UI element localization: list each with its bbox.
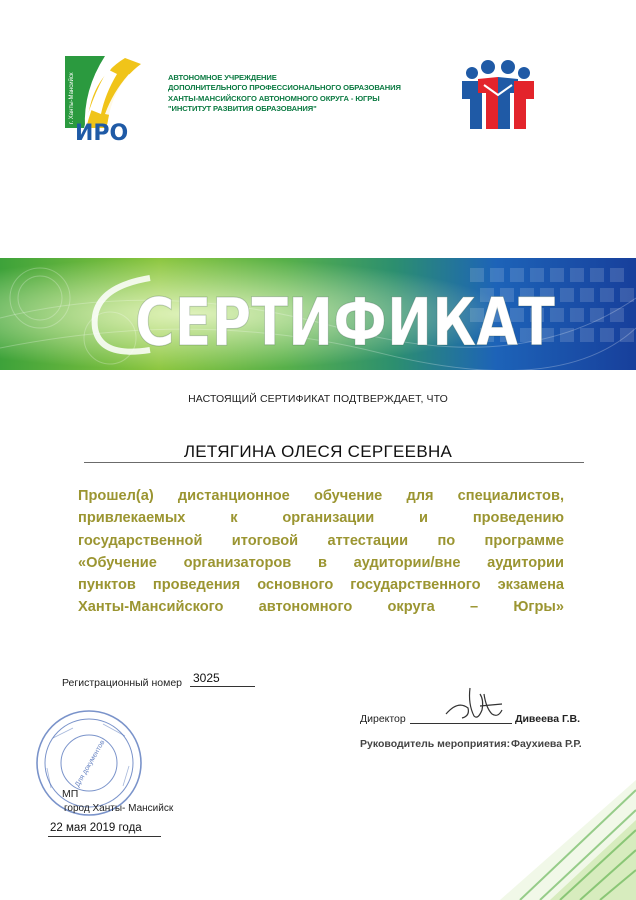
course-description	[78, 485, 564, 619]
director-signature-line	[410, 723, 512, 724]
registration-number: 3025	[190, 671, 255, 687]
name-underline	[84, 462, 584, 463]
iro-logo	[55, 50, 163, 142]
org-line: АВТОНОМНОЕ УЧРЕЖДЕНИЕ	[168, 73, 277, 82]
description-line	[78, 552, 564, 574]
date-underline	[48, 836, 161, 837]
director-signature	[440, 680, 510, 725]
issue-city: город Ханты- Мансийск	[64, 803, 174, 814]
description-line-text: «Обучение организаторов в аудитории/вне аудитории	[78, 554, 564, 571]
registration-label: Регистрационный номер	[62, 677, 182, 689]
certificate-banner	[0, 258, 636, 370]
org-line: ДОПОЛНИТЕЛЬНОГО ПРОФЕССИОНАЛЬНОГО ОБРАЗОВАНИЯ	[168, 83, 401, 93]
stamp-text: Для документов	[74, 739, 107, 789]
exam-emblem-icon	[458, 55, 538, 133]
director-label: Директор	[360, 713, 406, 725]
org-line: ХАНТЫ-МАНСИЙСКОГО АВТОНОМНОГО ОКРУГА - ЮГРЫ	[168, 93, 380, 103]
description-line	[78, 507, 564, 529]
description-line-text: государственной итоговой аттестации по программе	[78, 532, 564, 549]
logo-city: г. Ханты-Мансийск	[69, 72, 75, 124]
description-line-text: пунктов проведения основного государственного экзамена	[78, 577, 564, 594]
org-name-block	[168, 73, 408, 114]
certificate-title: СЕРТИФИКАТ	[135, 284, 555, 361]
seal-place-label: МП	[62, 788, 79, 800]
description-line	[78, 596, 564, 618]
description-line-text: Ханты-Мансийского автономного округа – Югры»	[78, 599, 564, 616]
decorative-corner	[480, 780, 636, 900]
official-stamp	[33, 708, 145, 818]
confirm-text: НАСТОЯЩИЙ СЕРТИФИКАТ ПОДТВЕРЖДАЕТ, ЧТО	[188, 393, 448, 405]
description-line-text: Прошел(а) дистанционное обучение для специалистов,	[78, 488, 564, 504]
description-line	[78, 574, 564, 596]
description-line	[78, 530, 564, 552]
org-line: "ИНСТИТУТ РАЗВИТИЯ ОБРАЗОВАНИЯ"	[168, 103, 317, 113]
recipient-name: ЛЕТЯГИНА ОЛЕСЯ СЕРГЕЕВНА	[183, 442, 453, 461]
issue-date: 22 мая 2019 года	[50, 822, 142, 834]
event-head-label: Руководитель мероприятия:	[360, 738, 511, 750]
description-line-text: привлекаемых к организации и проведению	[78, 510, 564, 527]
logo-text: ИРО	[75, 121, 129, 142]
director-name: Дивеева Г.В.	[515, 713, 581, 725]
description-line	[78, 485, 564, 507]
event-head-name: Фаухиева Р.Р.	[511, 738, 582, 750]
